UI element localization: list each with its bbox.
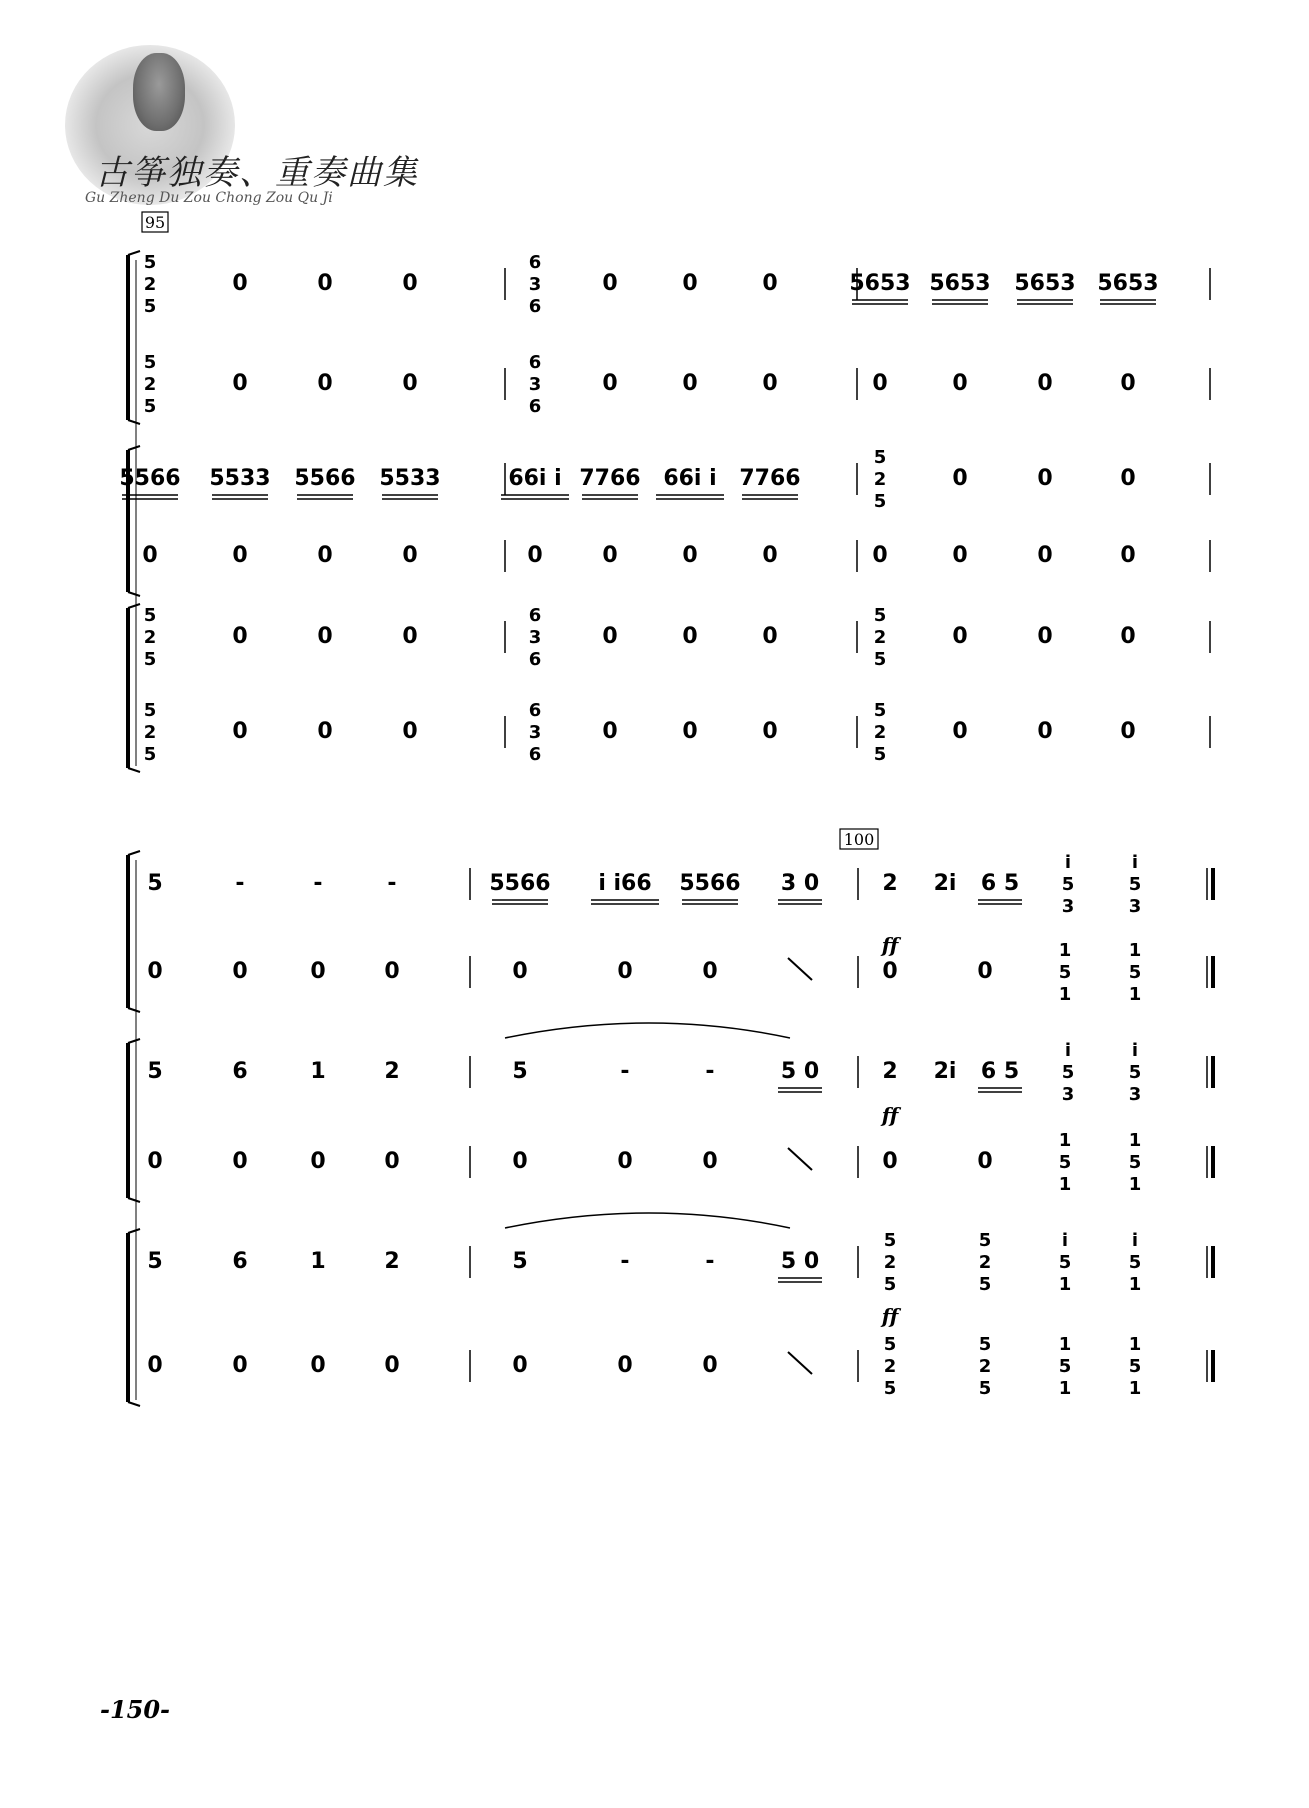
note-pitch: 5 — [143, 352, 157, 373]
glissando-mark — [788, 1148, 812, 1170]
note-pitch: 5 — [143, 700, 157, 721]
note-pitch: 6 — [528, 252, 542, 273]
note: i i66 — [598, 871, 652, 896]
note: 0 — [310, 1353, 326, 1378]
note-pitch: 3 — [528, 274, 542, 295]
note: 0 — [977, 1149, 993, 1174]
note-pitch: 2 — [873, 469, 887, 490]
note-pitch: 5 — [143, 396, 157, 417]
rehearsal-mark: 95 — [144, 213, 166, 232]
note: 5653 — [1014, 271, 1076, 296]
note-pitch: 3 — [1128, 1084, 1142, 1105]
note-pitch: 1 — [1128, 1130, 1142, 1151]
note: 0 — [402, 371, 418, 396]
note-pitch: 3 — [1061, 1084, 1075, 1105]
note: 0 — [232, 1149, 248, 1174]
note: 0 — [402, 624, 418, 649]
note: 0 — [872, 371, 888, 396]
note: 0 — [512, 1353, 528, 1378]
note: 0 — [232, 719, 248, 744]
note-pitch: 1 — [1058, 1130, 1072, 1151]
note: 0 — [952, 371, 968, 396]
note: 0 — [317, 271, 333, 296]
note: 0 — [952, 719, 968, 744]
note: 0 — [1037, 371, 1053, 396]
note: 0 — [882, 1149, 898, 1174]
note: - — [705, 1059, 715, 1084]
note: 2 — [882, 1059, 898, 1084]
note: 0 — [1037, 624, 1053, 649]
note-pitch: 5 — [1128, 1356, 1142, 1377]
note-pitch: 2 — [883, 1356, 897, 1377]
notes — [119, 252, 1158, 1399]
glissando-mark — [788, 1352, 812, 1374]
note-pitch: i — [1131, 1230, 1139, 1251]
note: 0 — [762, 719, 778, 744]
note-pitch: 5 — [1058, 1356, 1072, 1377]
note: 0 — [1120, 624, 1136, 649]
note: 0 — [617, 959, 633, 984]
note: 5566 — [489, 871, 551, 896]
note-pitch: 2 — [143, 374, 157, 395]
barlines — [470, 268, 1213, 1382]
note-pitch: 5 — [873, 605, 887, 626]
note: 0 — [317, 624, 333, 649]
note-pitch: 1 — [1128, 1174, 1142, 1195]
note: 0 — [310, 1149, 326, 1174]
note-pitch: 1 — [1128, 1378, 1142, 1399]
note: 0 — [682, 271, 698, 296]
note: 0 — [512, 959, 528, 984]
note: - — [235, 871, 245, 896]
note-pitch: 5 — [1058, 1152, 1072, 1173]
note-pitch: 1 — [1128, 1334, 1142, 1355]
bracket-hook — [128, 446, 140, 450]
book-subtitle: Gu Zheng Du Zou Chong Zou Qu Ji — [85, 190, 333, 206]
slur — [505, 1213, 790, 1228]
note: 0 — [952, 466, 968, 491]
note-pitch: 5 — [1128, 962, 1142, 983]
note: 0 — [384, 959, 400, 984]
note-pitch: 6 — [528, 649, 542, 670]
note: 0 — [762, 271, 778, 296]
note: 0 — [1037, 719, 1053, 744]
note-pitch: 5 — [873, 700, 887, 721]
note: 0 — [602, 543, 618, 568]
note: 5 — [512, 1059, 528, 1084]
note: 6 5 — [980, 871, 1020, 896]
note-pitch: 2 — [873, 722, 887, 743]
note-pitch: 5 — [143, 296, 157, 317]
note-pitch: 5 — [873, 744, 887, 765]
bracket-hook — [128, 604, 140, 608]
note: 0 — [1120, 719, 1136, 744]
note: 0 — [317, 371, 333, 396]
note: 0 — [1120, 466, 1136, 491]
note-pitch: 5 — [873, 491, 887, 512]
note: - — [313, 871, 323, 896]
note: 0 — [977, 959, 993, 984]
note-pitch: 5 — [883, 1378, 897, 1399]
note: 0 — [602, 719, 618, 744]
note: 5533 — [209, 466, 271, 491]
note: - — [705, 1249, 715, 1274]
note-pitch: 5 — [1128, 1062, 1142, 1083]
glissando-mark — [788, 958, 812, 980]
note-pitch: i — [1131, 852, 1139, 873]
note-pitch: 5 — [873, 649, 887, 670]
note-pitch: 5 — [1058, 962, 1072, 983]
note-pitch: 2 — [143, 274, 157, 295]
bracket-hook — [128, 420, 140, 424]
note: 0 — [702, 1353, 718, 1378]
note: 0 — [142, 543, 158, 568]
note: 5 0 — [780, 1249, 820, 1274]
note-pitch: 2 — [143, 627, 157, 648]
note: 0 — [402, 543, 418, 568]
note: 1 — [310, 1059, 326, 1084]
note: 5566 — [119, 466, 181, 491]
note-pitch: i — [1064, 1040, 1072, 1061]
slur — [505, 1023, 790, 1038]
note-pitch: 5 — [143, 252, 157, 273]
note-pitch: i — [1061, 1230, 1069, 1251]
note: 0 — [762, 371, 778, 396]
note: 7766 — [579, 466, 641, 491]
note-pitch: 1 — [1128, 984, 1142, 1005]
note: 5566 — [679, 871, 741, 896]
note: 2 — [384, 1059, 400, 1084]
note-pitch: 5 — [883, 1334, 897, 1355]
note-pitch: 2 — [873, 627, 887, 648]
note-pitch: 6 — [528, 744, 542, 765]
note: 5533 — [379, 466, 441, 491]
note-pitch: 5 — [1058, 1252, 1072, 1273]
note: 2i — [933, 871, 957, 896]
note: 0 — [232, 371, 248, 396]
note-pitch: 5 — [1128, 874, 1142, 895]
note: 0 — [872, 543, 888, 568]
note-pitch: 5 — [978, 1334, 992, 1355]
bracket-hook — [128, 251, 140, 255]
note: 0 — [617, 1149, 633, 1174]
note: 0 — [232, 959, 248, 984]
note: 6 — [232, 1249, 248, 1274]
note-pitch: 5 — [873, 447, 887, 468]
note: 0 — [762, 624, 778, 649]
note: 0 — [882, 959, 898, 984]
note: 66i i — [508, 466, 562, 491]
note-pitch: 2 — [143, 722, 157, 743]
note-pitch: 1 — [1058, 984, 1072, 1005]
note: 0 — [682, 719, 698, 744]
bracket-hook — [128, 768, 140, 772]
note-pitch: i — [1131, 1040, 1139, 1061]
brackets — [128, 251, 140, 1406]
note: 0 — [232, 1353, 248, 1378]
note-pitch: 6 — [528, 396, 542, 417]
note: 0 — [602, 271, 618, 296]
note: 0 — [682, 371, 698, 396]
note-pitch: 5 — [978, 1230, 992, 1251]
note: - — [620, 1059, 630, 1084]
note-pitch: 2 — [978, 1356, 992, 1377]
bracket-hook — [128, 1198, 140, 1202]
note-pitch: 1 — [1128, 940, 1142, 961]
note-pitch: 3 — [528, 627, 542, 648]
bracket-hook — [128, 1402, 140, 1406]
note: 2 — [882, 871, 898, 896]
note-pitch: 1 — [1058, 1174, 1072, 1195]
note: 1 — [310, 1249, 326, 1274]
note-pitch: 6 — [528, 605, 542, 626]
note-pitch: 5 — [1061, 1062, 1075, 1083]
note: - — [620, 1249, 630, 1274]
note-pitch: 6 — [528, 700, 542, 721]
note: 0 — [402, 719, 418, 744]
note: 0 — [317, 543, 333, 568]
note-pitch: 6 — [528, 352, 542, 373]
note: 0 — [602, 371, 618, 396]
note: 2 — [384, 1249, 400, 1274]
note-pitch: 3 — [528, 374, 542, 395]
page-number: -150- — [100, 1695, 171, 1724]
bracket-hook — [128, 1039, 140, 1043]
note-pitch: 5 — [1128, 1252, 1142, 1273]
note: 0 — [232, 271, 248, 296]
note-pitch: 5 — [143, 649, 157, 670]
note-pitch: 5 — [883, 1274, 897, 1295]
note: 0 — [384, 1353, 400, 1378]
note-pitch: 5 — [143, 605, 157, 626]
note: 0 — [617, 1353, 633, 1378]
note: 5653 — [929, 271, 991, 296]
note: 3 0 — [780, 871, 820, 896]
note: 0 — [682, 543, 698, 568]
rehearsal-mark: 100 — [843, 830, 875, 849]
note: 2i — [933, 1059, 957, 1084]
note: 6 — [232, 1059, 248, 1084]
note: 5 — [147, 1249, 163, 1274]
note-pitch: 6 — [528, 296, 542, 317]
note: 0 — [147, 1353, 163, 1378]
note: 0 — [310, 959, 326, 984]
note: 5 0 — [780, 1059, 820, 1084]
note-pitch: 3 — [1061, 896, 1075, 917]
note: 0 — [702, 1149, 718, 1174]
note: 0 — [317, 719, 333, 744]
note: 0 — [952, 543, 968, 568]
note: 5 — [512, 1249, 528, 1274]
note-pitch: 5 — [143, 744, 157, 765]
dynamic-mark: ff — [881, 1103, 899, 1127]
note-pitch: 1 — [1058, 1378, 1072, 1399]
note: 0 — [402, 271, 418, 296]
note-pitch: 1 — [1128, 1274, 1142, 1295]
note-pitch: 1 — [1058, 1274, 1072, 1295]
note: 0 — [702, 959, 718, 984]
bracket-hook — [128, 592, 140, 596]
note-pitch: 3 — [528, 722, 542, 743]
note-pitch: i — [1064, 852, 1072, 873]
note: 0 — [512, 1149, 528, 1174]
note: 5566 — [294, 466, 356, 491]
note: 0 — [147, 1149, 163, 1174]
note: 5 — [147, 871, 163, 896]
note: 5653 — [849, 271, 911, 296]
note-pitch: 2 — [883, 1252, 897, 1273]
note-pitch: 3 — [1128, 896, 1142, 917]
note: 5 — [147, 1059, 163, 1084]
note: 7766 — [739, 466, 801, 491]
note: 0 — [527, 543, 543, 568]
note: 0 — [602, 624, 618, 649]
note: - — [387, 871, 397, 896]
note: 6 5 — [980, 1059, 1020, 1084]
note: 0 — [1037, 466, 1053, 491]
book-title: 古筝独奏、重奏曲集 — [95, 153, 419, 193]
note-pitch: 5 — [1061, 874, 1075, 895]
dynamic-mark: ff — [881, 1304, 899, 1328]
note: 0 — [762, 543, 778, 568]
note-pitch: 1 — [1058, 1334, 1072, 1355]
note: 0 — [147, 959, 163, 984]
note: 0 — [952, 624, 968, 649]
note: 66i i — [663, 466, 717, 491]
note: 0 — [232, 624, 248, 649]
note-pitch: 5 — [978, 1378, 992, 1399]
note-pitch: 5 — [883, 1230, 897, 1251]
note-pitch: 1 — [1058, 940, 1072, 961]
note: 0 — [1120, 371, 1136, 396]
bracket-hook — [128, 1008, 140, 1012]
note: 0 — [384, 1149, 400, 1174]
bracket-hook — [128, 851, 140, 855]
note: 5653 — [1097, 271, 1159, 296]
note-pitch: 5 — [1128, 1152, 1142, 1173]
note: 0 — [1037, 543, 1053, 568]
dynamic-mark: ff — [881, 933, 899, 957]
note: 0 — [1120, 543, 1136, 568]
note: 0 — [682, 624, 698, 649]
note-pitch: 5 — [978, 1274, 992, 1295]
bracket-hook — [128, 1229, 140, 1233]
note-pitch: 2 — [978, 1252, 992, 1273]
note: 0 — [232, 543, 248, 568]
